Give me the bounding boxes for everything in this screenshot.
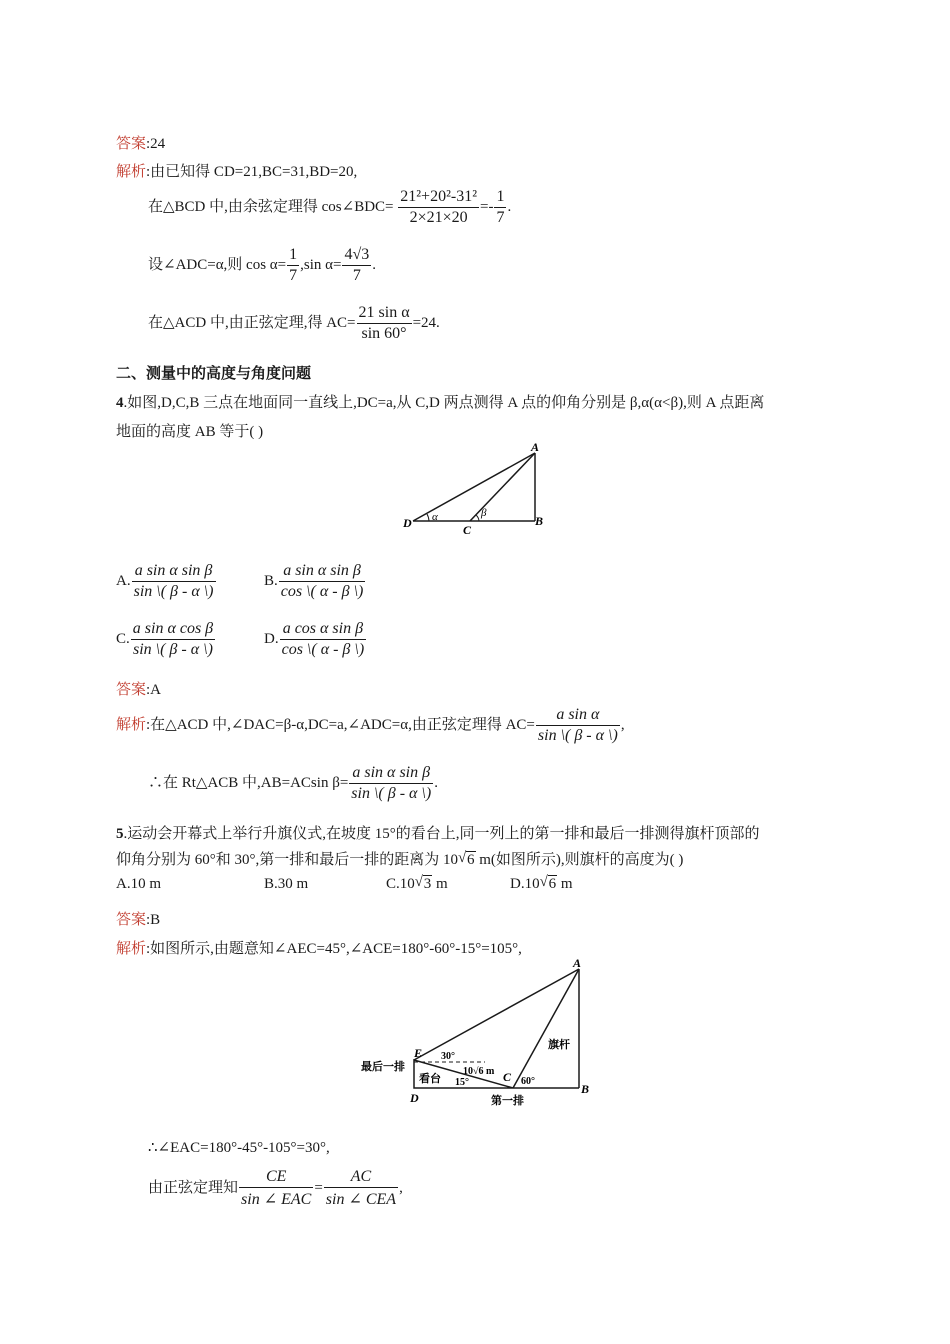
- sqrt: √ 6: [539, 874, 557, 892]
- answer-value: :A: [146, 682, 162, 698]
- solution-line-3-1: [116, 160, 357, 181]
- denominator: sin \( β - α \): [133, 583, 214, 600]
- fraction: [131, 620, 215, 659]
- fraction: [342, 246, 371, 285]
- denominator: 2×21×20: [409, 209, 468, 226]
- q4-text-line-2: 地面的高度 AB 等于( ): [116, 424, 264, 440]
- numerator: 1: [287, 246, 299, 266]
- solution-line-4-1: [116, 706, 625, 745]
- line-CA: [470, 453, 535, 521]
- solution-line-3-3: [148, 246, 376, 285]
- solution-label: 解析: [116, 941, 147, 957]
- option-C: [116, 620, 216, 659]
- angle-arc-alpha: [427, 514, 429, 521]
- period: .: [372, 256, 376, 273]
- label-last-row: 最后一排: [361, 1061, 405, 1073]
- numerator: a sin α sin β: [349, 764, 433, 784]
- numerator: 4√3: [342, 246, 371, 266]
- numerator: a sin α sin β: [132, 562, 216, 582]
- label-flagpole: 旗杆: [548, 1039, 570, 1051]
- period: .: [434, 774, 438, 791]
- radicand: 6: [548, 876, 557, 892]
- fraction: [324, 1168, 398, 1209]
- denominator: cos \( α - β \): [281, 641, 365, 658]
- answer-label: 答案: [116, 912, 147, 928]
- label-B: B: [581, 1082, 590, 1096]
- solution-text: 在△BCD 中,由余弦定理得 cos∠BDC=: [148, 198, 394, 215]
- option-text: C.10: [386, 876, 415, 892]
- fraction: [132, 562, 216, 601]
- denominator: sin \( β - α \): [351, 785, 432, 802]
- label-C: C: [463, 523, 472, 537]
- option-B: [264, 562, 366, 601]
- period: .: [507, 198, 512, 215]
- numerator: 1: [494, 188, 506, 208]
- solution-line-5-2: ∴∠EAC=180°-45°-105°=30°,: [148, 1140, 330, 1156]
- solution-text: 在△ACD 中,由正弦定理,得 AC=: [148, 314, 356, 331]
- answer-label: 答案: [116, 136, 147, 152]
- label-beta: β: [481, 507, 487, 519]
- q5-text-line-1: [116, 822, 760, 843]
- fraction: [536, 706, 620, 745]
- question-number: 5: [116, 826, 124, 842]
- denominator: 7: [496, 209, 505, 226]
- equals-sign: =: [314, 1179, 323, 1196]
- q5-figure: [355, 955, 600, 1110]
- label-angle-30: 30°: [441, 1051, 455, 1062]
- q5-text-line-2: [116, 848, 683, 869]
- comma: ,: [620, 716, 625, 733]
- fraction: [357, 304, 412, 343]
- denominator: 7: [289, 267, 298, 284]
- option-label: D.: [264, 630, 279, 647]
- question-text: m(如图所示),则旗杆的高度为( ): [475, 852, 684, 868]
- answer-line-5: [116, 908, 160, 929]
- denominator: cos \( α - β \): [280, 583, 364, 600]
- option-A: [116, 562, 217, 601]
- result-text: =24.: [412, 314, 440, 331]
- fraction: [398, 188, 479, 227]
- denominator: sin 60°: [361, 325, 407, 342]
- q5-option-D: [510, 876, 573, 893]
- solution-text: 设∠ADC=α,则 cos α=: [148, 256, 287, 273]
- sqrt: √ 6: [458, 850, 475, 868]
- radicand: 3: [423, 876, 432, 892]
- solution-text: :如图所示,由题意知∠AEC=45°,∠ACE=180°-60°-15°=105°,: [146, 941, 522, 957]
- answer-value: :24: [146, 136, 166, 152]
- numerator: 21 sin α: [357, 304, 412, 324]
- option-text: D.10: [510, 876, 540, 892]
- label-angle-15: 15°: [455, 1077, 469, 1088]
- label-D: D: [410, 1091, 419, 1105]
- answer-label: 答案: [116, 682, 147, 698]
- numerator: a sin α cos β: [131, 620, 215, 640]
- label-E: E: [414, 1046, 423, 1060]
- question-text: .运动会开幕式上举行升旗仪式,在坡度 15°的看台上,同一列上的第一排和最后一排测得旗杆顶部的: [123, 826, 760, 842]
- label-stand: 看台: [419, 1073, 441, 1085]
- angle-arc-beta: [476, 515, 479, 521]
- option-text: m: [432, 876, 448, 892]
- fraction: [349, 764, 433, 803]
- section-title: 二、测量中的高度与角度问题: [116, 364, 312, 382]
- label-D: D: [403, 516, 412, 530]
- q5-option-A: A.10 m: [116, 876, 161, 892]
- denominator: sin ∠ EAC: [241, 1191, 312, 1208]
- q5-option-C: [386, 876, 448, 893]
- answer-line-4: [116, 678, 161, 699]
- q4-figure: [395, 438, 555, 538]
- answer-line-3: [116, 132, 165, 153]
- denominator: sin ∠ CEA: [325, 1191, 397, 1208]
- sqrt: √ 3: [414, 874, 432, 892]
- q5-option-B: B.30 m: [264, 876, 309, 892]
- numerator: CE: [239, 1168, 313, 1188]
- denominator: sin \( β - α \): [132, 641, 213, 658]
- answer-value: :B: [146, 912, 161, 928]
- fraction: [279, 562, 366, 601]
- label-angle-60: 60°: [521, 1076, 535, 1087]
- question-text: 仰角分别为 60°和 30°,第一排和最后一排的距离为 10: [116, 852, 458, 868]
- solution-line-3-4: [148, 304, 440, 343]
- denominator: sin \( β - α \): [537, 727, 618, 744]
- fraction: [239, 1168, 313, 1209]
- equals-text: =-: [480, 198, 494, 215]
- numerator: a sin α sin β: [279, 562, 366, 582]
- solution-text: 由正弦定理知: [148, 1179, 239, 1196]
- question-number: 4: [116, 395, 124, 411]
- solution-text: :由已知得 CD=21,BC=31,BD=20,: [146, 164, 358, 180]
- label-first-row: 第一排: [491, 1095, 524, 1107]
- solution-text: ∴在 Rt△ACB 中,AB=ACsin β=: [148, 774, 349, 791]
- q4-text-line-1: [116, 391, 764, 412]
- numerator: 21²+20²-31²: [398, 188, 479, 208]
- question-text: .如图,D,C,B 三点在地面同一直线上,DC=a,从 C,D 两点测得 A 点的仰角分别是 β,α(α<β),则 A 点距离: [123, 395, 765, 411]
- numerator: AC: [324, 1168, 398, 1188]
- radicand: 6: [467, 852, 475, 868]
- solution-text: ,sin α=: [300, 256, 342, 273]
- solution-label: 解析: [116, 164, 147, 180]
- option-label: C.: [116, 630, 130, 647]
- option-D: [264, 620, 367, 659]
- solution-line-4-2: [148, 764, 438, 803]
- label-distance: 10√6 m: [463, 1066, 495, 1077]
- solution-line-3-2: [148, 188, 511, 227]
- fraction: [494, 188, 506, 227]
- solution-text: :在△ACD 中,∠DAC=β-α,DC=a,∠ADC=α,由正弦定理得 AC=: [146, 716, 535, 733]
- label-B: B: [535, 514, 544, 528]
- denominator: 7: [352, 267, 361, 284]
- option-label: A.: [116, 572, 131, 589]
- numerator: a cos α sin β: [280, 620, 367, 640]
- option-text: m: [557, 876, 573, 892]
- comma: ,: [399, 1179, 403, 1196]
- fraction: [287, 246, 299, 285]
- numerator: a sin α: [536, 706, 620, 726]
- label-C: C: [503, 1070, 512, 1084]
- label-A: A: [531, 440, 540, 454]
- option-label: B.: [264, 572, 278, 589]
- label-alpha: α: [432, 511, 438, 523]
- solution-label: 解析: [116, 716, 147, 733]
- solution-line-5-3: [148, 1168, 403, 1209]
- label-A: A: [573, 956, 582, 970]
- fraction: [280, 620, 367, 659]
